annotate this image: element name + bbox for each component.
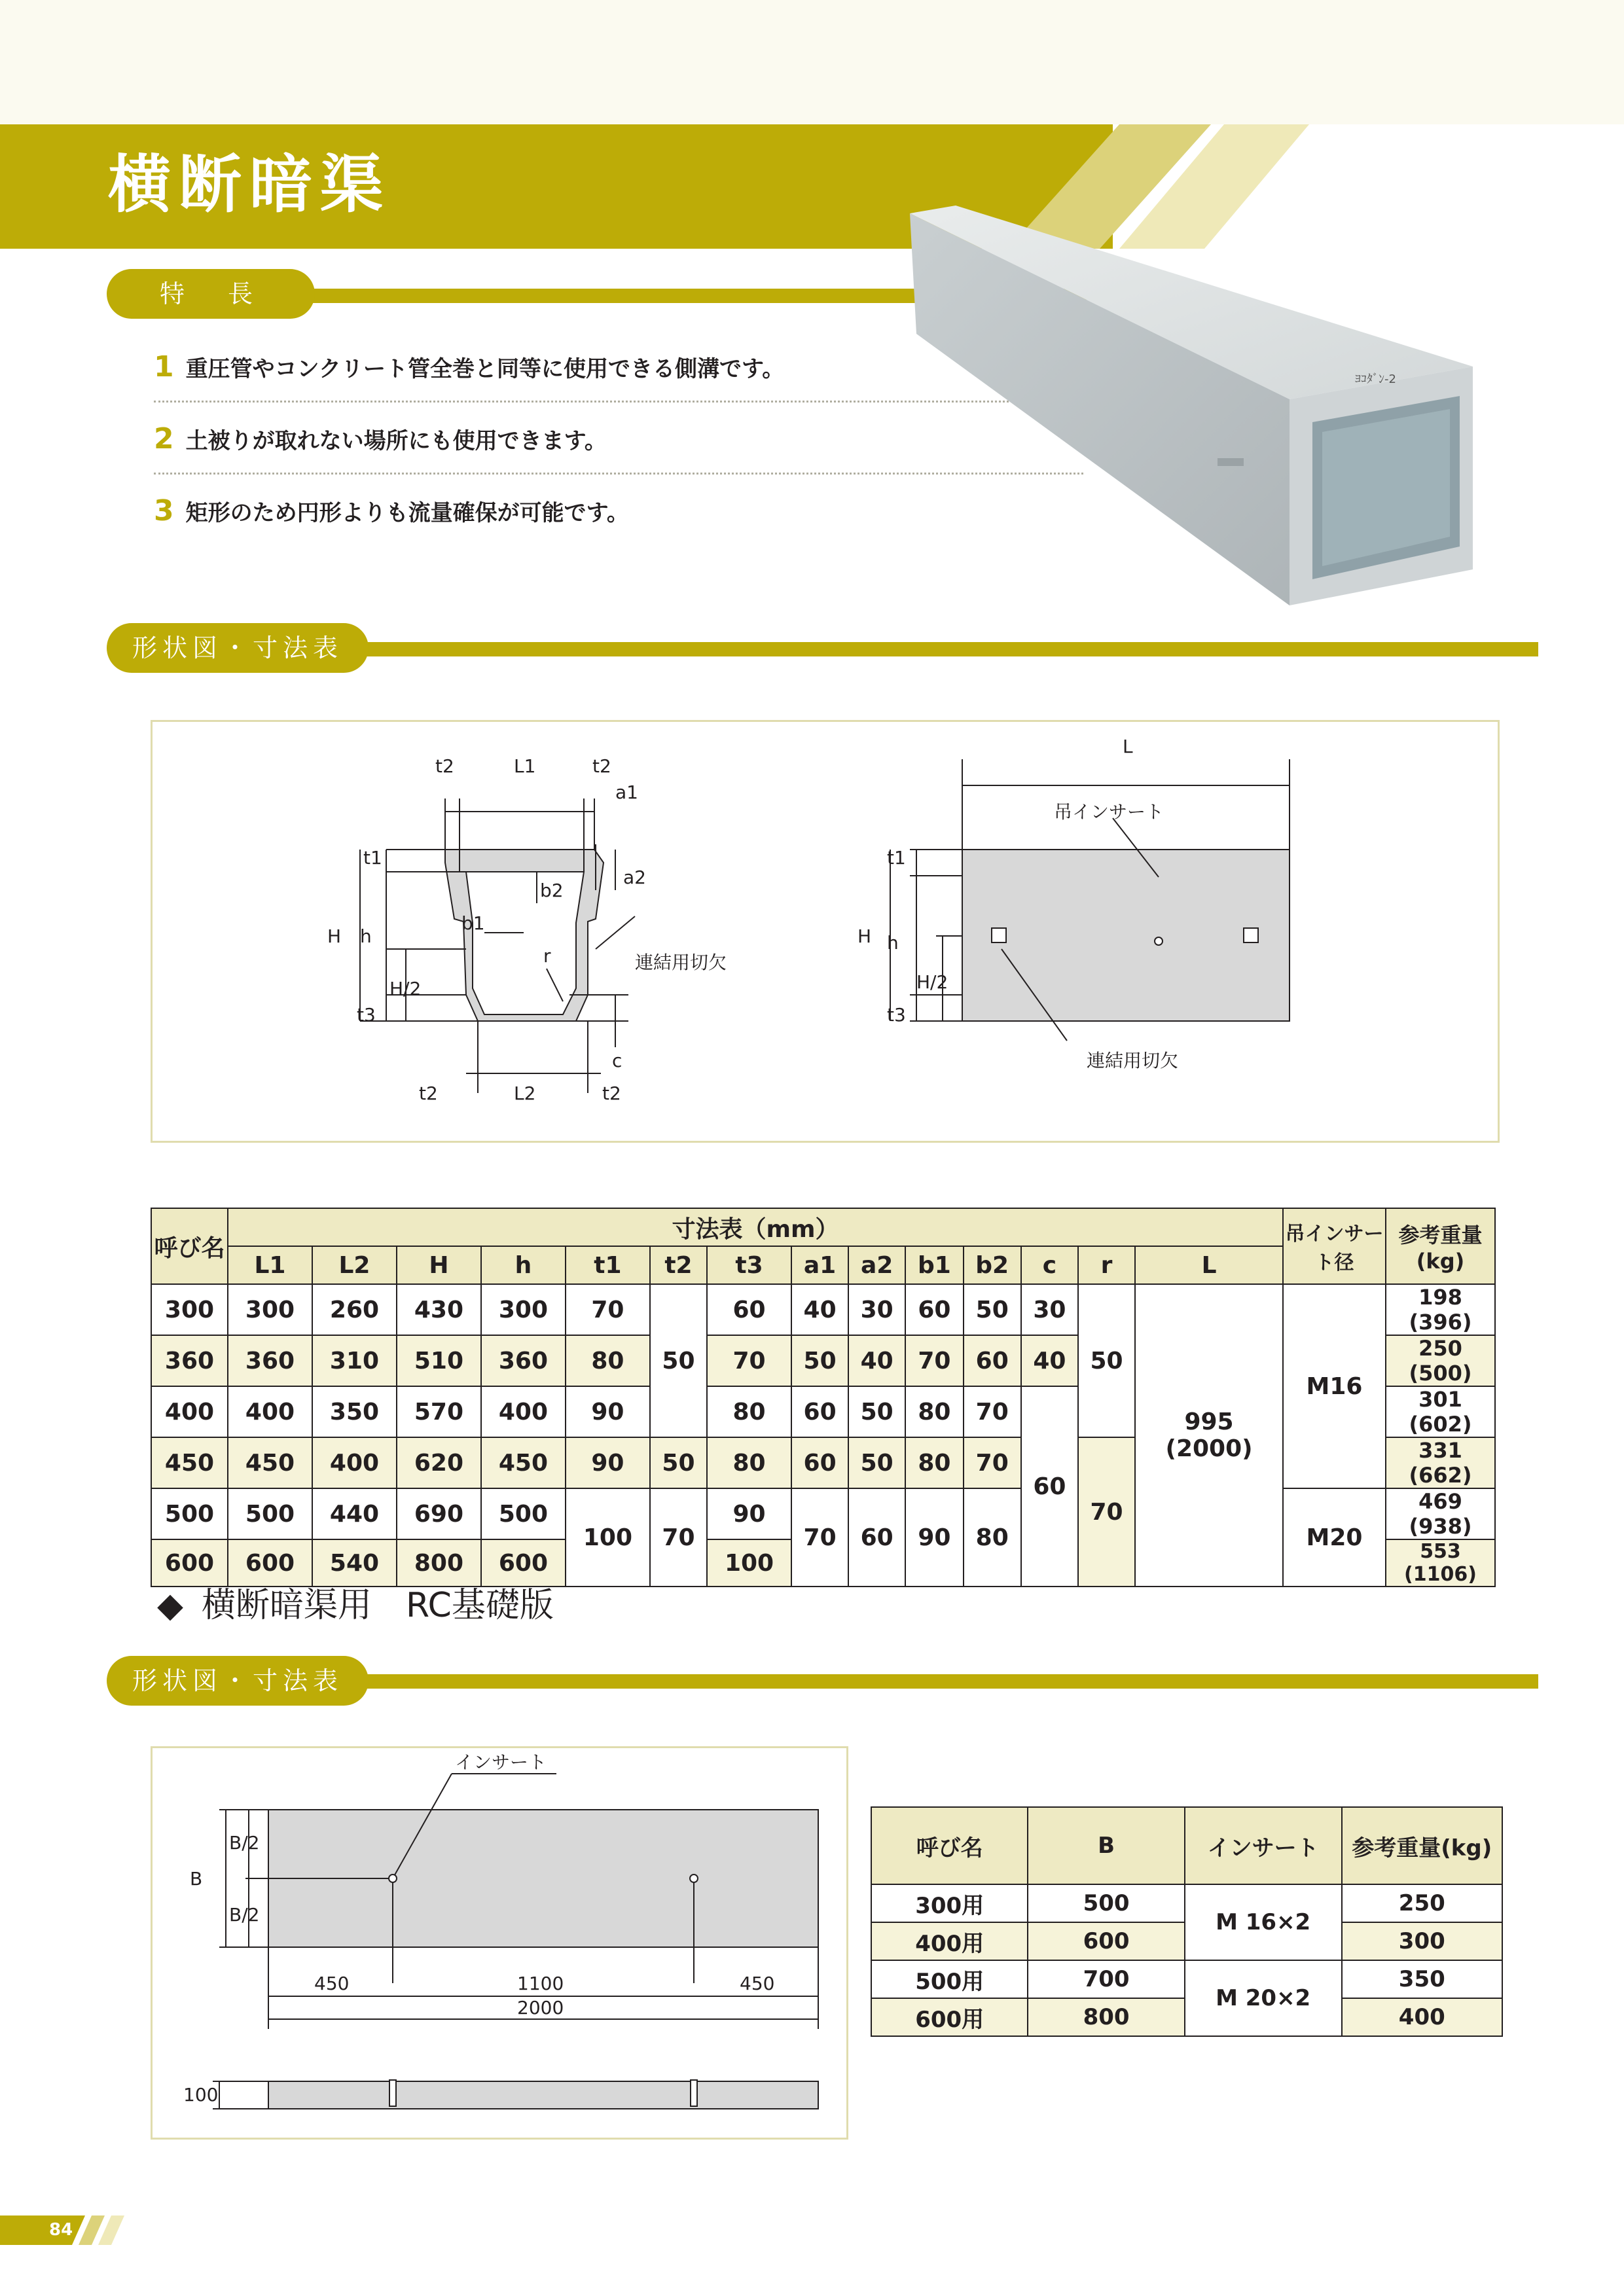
- col-header-weight: 参考重量(kg): [1342, 1807, 1502, 1884]
- svg-text:t2: t2: [592, 755, 611, 777]
- feature-text: 土被りが取れない場所にも使用できます。: [185, 428, 607, 454]
- svg-text:連結用切欠: 連結用切欠: [635, 952, 727, 973]
- table-row: 500 500 440 690 500 100 70 90 70 60 90 80 M20 469 (938): [151, 1488, 1495, 1539]
- side-view-diagram: [851, 733, 1335, 1100]
- svg-text:B/2: B/2: [229, 1832, 260, 1854]
- feature-item-1: [154, 350, 784, 384]
- svg-text:連結用切欠: 連結用切欠: [1087, 1050, 1179, 1071]
- page-title: 横断暗渠: [108, 148, 391, 221]
- cross-section-diagram: [288, 733, 799, 1126]
- table-row: 400用 600 300: [871, 1922, 1502, 1960]
- sub-header: a1: [791, 1246, 848, 1284]
- L-cell: 995 (2000): [1135, 1284, 1283, 1587]
- subtitle: [157, 1583, 554, 1628]
- sub-header: t3: [707, 1246, 791, 1284]
- svg-text:H: H: [857, 925, 872, 947]
- svg-text:t2: t2: [435, 755, 454, 777]
- svg-text:t3: t3: [887, 1004, 906, 1026]
- table-row: 300 300 260 430 300 70 50 60 40 30 60 50 30 50 995 (2000) M16 198 (396): [151, 1284, 1495, 1335]
- svg-text:b2: b2: [540, 880, 564, 901]
- sub-header: L2: [312, 1246, 397, 1284]
- svg-text:t2: t2: [419, 1083, 438, 1104]
- svg-text:a1: a1: [615, 781, 638, 803]
- subtitle-text: 横断暗渠用 RC基礎版: [202, 1586, 554, 1625]
- svg-text:H/2: H/2: [916, 971, 948, 993]
- svg-text:L1: L1: [514, 755, 536, 777]
- svg-text:c: c: [612, 1050, 623, 1071]
- header-band: [0, 0, 1624, 124]
- svg-text:450: 450: [740, 1973, 775, 1994]
- diamond-icon: ◆: [157, 1586, 183, 1625]
- col-header-name: 呼び名: [871, 1807, 1028, 1884]
- svg-text:H/2: H/2: [389, 978, 422, 999]
- svg-text:t1: t1: [887, 847, 906, 869]
- svg-text:t3: t3: [357, 1004, 376, 1026]
- svg-text:a2: a2: [623, 867, 646, 888]
- table-row: 600用 800 400: [871, 1998, 1502, 2036]
- svg-text:吊インサート: 吊インサート: [1054, 801, 1164, 823]
- svg-text:t2: t2: [602, 1083, 621, 1104]
- page-number: 84: [49, 2220, 73, 2240]
- features-heading: 特 長: [107, 269, 315, 319]
- svg-text:100: 100: [183, 2084, 219, 2106]
- svg-text:450: 450: [314, 1973, 350, 1994]
- svg-text:インサート: インサート: [455, 1754, 547, 1773]
- section1-heading: 形状図・寸法表: [107, 623, 369, 673]
- svg-text:r: r: [543, 945, 551, 967]
- feature-number: 1: [154, 350, 174, 384]
- feature-number: 2: [154, 422, 174, 456]
- svg-text:2000: 2000: [517, 1997, 564, 2018]
- table-row: 450 450 400 620 450 90 50 80 60 50 80 70 70 331 (662): [151, 1437, 1495, 1488]
- svg-text:1100: 1100: [517, 1973, 564, 1994]
- base-plate-diagram: [164, 1754, 831, 2127]
- product-photo: [897, 203, 1473, 609]
- svg-text:L: L: [1123, 736, 1133, 757]
- feature-number: 3: [154, 494, 174, 528]
- sub-header: a2: [848, 1246, 905, 1284]
- sub-header: b2: [964, 1246, 1021, 1284]
- sub-header: L1: [228, 1246, 312, 1284]
- sub-header: c: [1021, 1246, 1078, 1284]
- svg-text:t1: t1: [363, 847, 382, 869]
- sub-header: b1: [905, 1246, 963, 1284]
- sub-header: r: [1078, 1246, 1135, 1284]
- svg-text:b1: b1: [461, 912, 485, 934]
- svg-text:h: h: [360, 925, 372, 947]
- table-row: 300用 500 M 16×2 250: [871, 1884, 1502, 1922]
- table-row: 400 400 350 570 400 90 80 60 50 80 70 60 301 (602): [151, 1386, 1495, 1437]
- sub-header: t2: [650, 1246, 707, 1284]
- table-row: 500用 700 M 20×2 350: [871, 1960, 1502, 1998]
- feature-text: 重圧管やコンクリート管全巻と同等に使用できる側溝です。: [185, 356, 785, 382]
- base-plate-table: [871, 1806, 1503, 2037]
- feature-text: 矩形のため円形よりも流量確保が可能です。: [185, 500, 629, 526]
- col-header-insert: インサート: [1185, 1807, 1342, 1884]
- feature-item-3: [154, 494, 629, 528]
- col-header-B: B: [1028, 1807, 1184, 1884]
- feature-item-2: [154, 422, 607, 456]
- section1-rule: [196, 642, 1538, 656]
- sub-header: H: [397, 1246, 481, 1284]
- col-header-name: 呼び名: [151, 1208, 228, 1284]
- svg-text:L2: L2: [514, 1083, 536, 1104]
- table-row: 600 600 540 800 600 100 553 (1106): [151, 1539, 1495, 1587]
- col-header-dims: 寸法表（mm）: [228, 1208, 1283, 1246]
- section2-heading: 形状図・寸法表: [107, 1656, 369, 1706]
- svg-text:H: H: [327, 925, 342, 947]
- dimension-table: [151, 1208, 1496, 1587]
- svg-text:B/2: B/2: [229, 1904, 260, 1926]
- svg-text:ﾖｺﾀﾞﾝ-2: ﾖｺﾀﾞﾝ-2: [1355, 372, 1396, 386]
- sub-header: L: [1135, 1246, 1283, 1284]
- table-row: 360 360 310 510 360 80 70 50 40 70 60 40 250 (500): [151, 1335, 1495, 1386]
- svg-text:h: h: [887, 932, 899, 954]
- sub-header: t1: [566, 1246, 650, 1284]
- section2-rule: [196, 1674, 1538, 1689]
- col-header-insert: 吊インサート径: [1283, 1208, 1386, 1284]
- svg-text:B: B: [190, 1868, 203, 1890]
- col-header-weight: 参考重量(kg): [1386, 1208, 1495, 1284]
- sub-header: h: [481, 1246, 566, 1284]
